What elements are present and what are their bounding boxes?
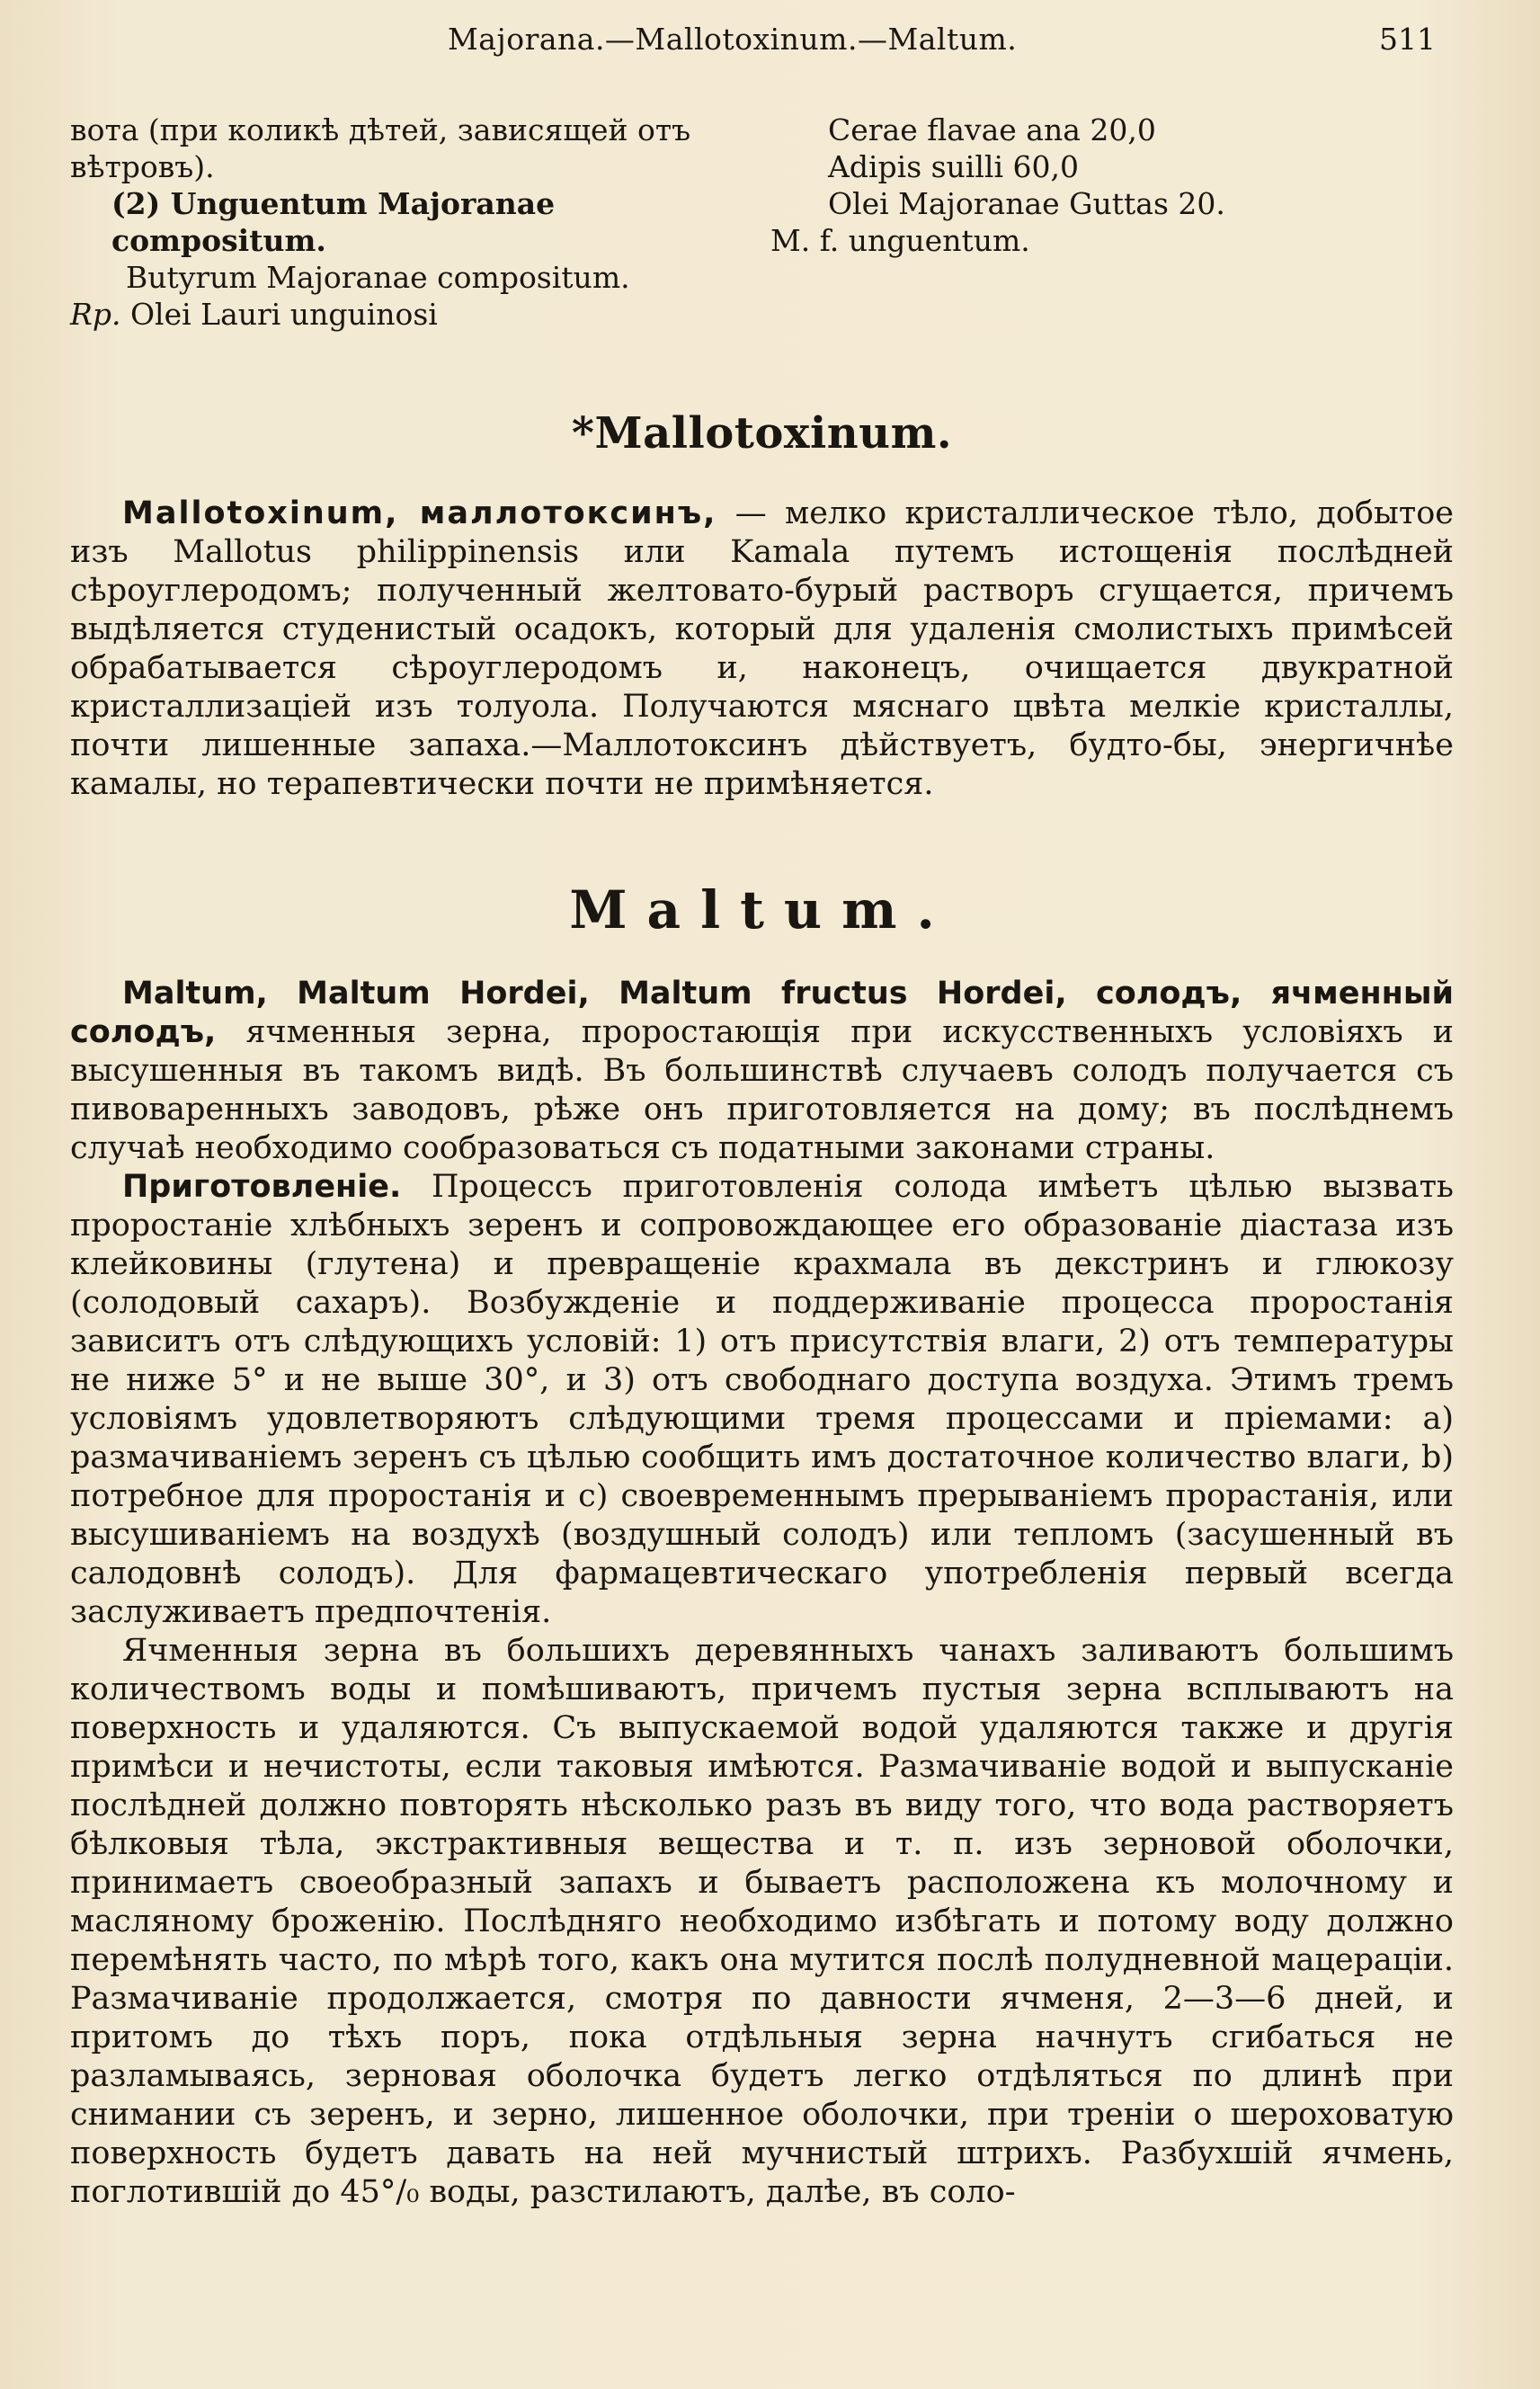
preparation-body: Процессъ приготовленія солода имѣетъ цѣлью вызвать проростаніе хлѣбныхъ зеренъ и сопровождающее его образованіе діастаза изъ клейковины (глутена) и превращеніе крахмала въ декстринъ и глюкозу (солодовый сахаръ). Возбужденіе и поддерживаніе процесса проростанія зависитъ отъ слѣдующихъ условій: 1) отъ присутствія влаги, 2) отъ температуры не ниже 5° и не выше 30°, и 3) отъ свободнаго доступа воздуха. Этимъ тремъ условіямъ удовлетворяютъ слѣдующими тремя процессами и пріемами: a) размачиваніемъ зеренъ съ цѣлью сообщить имъ достаточное количество влаги, b) потребное для проростанія и c) своевременнымъ прерываніемъ прорастанія, или высушиваніемъ на воздухѣ (воздушный солодъ) или тепломъ (засушенный въ салодовнѣ солодъ). Для фармацевтическаго употребленія первый всегда заслуживаетъ предпочтенія. (70, 1169, 1454, 1630)
page-number: 511 (1379, 22, 1436, 57)
top-left-column (70, 111, 753, 333)
formula-right-1: Cerae flavae ana 20,0 (828, 112, 1156, 147)
barley-paragraph: Ячменныя зерна въ большихъ деревянныхъ чанахъ заливаютъ большимъ количествомъ воды и помѣшиваютъ, причемъ пустыя зерна всплываютъ на поверхность и удаляются. Съ выпускаемой водой удаляются также и другія примѣси и нечистоты, если таковыя имѣются. Размачиваніе водой и выпусканіе послѣдней должно повторять нѣсколько разъ въ виду того, что вода растворяетъ бѣлковыя тѣла, экстрактивныя вещества и т. п. изъ зерновой оболочки, принимаетъ своеобразный запахъ и бываетъ расположена къ молочному и масляному броженію. Послѣдняго необходимо избѣгать и потому воду должно перемѣнять часто, по мѣрѣ того, какъ она мутится послѣ полудневной мацераціи. Размачиваніе продолжается, смотря по давности ячменя, 2—3—6 дней, и притомъ до тѣхъ поръ, пока отдѣльныя зерна начнутъ сгибаться не разламываясь, зерновая оболочка будетъ легко отдѣляться по длинѣ при снимании съ зеренъ, и зерно, лишенное оболочки, при треніи о шероховатую поверхность будетъ давать на ней мучнистый штрихъ. Разбухшій ячмень, поглотившій до 45°/₀ воды, разстилаютъ, далѣе, въ соло- (70, 1633, 1454, 2210)
rp-ingredient: Olei Lauri unguinosi (129, 297, 438, 332)
formula-title: (2) Unguentum Majoranae compositum. (111, 186, 556, 258)
formula-right-3: Olei Majoranae Guttas 20. (828, 186, 1225, 221)
continued-line-1: вота (при коликѣ дѣтей, зависящей отъ (70, 112, 691, 147)
maltum-lead: Maltum, Maltum Hordei, Maltum fructus Hordei, солодъ, ячменный солодъ, (70, 976, 1454, 1050)
mallotoxinum-paragraph (70, 495, 1454, 804)
formula-rp-line (70, 296, 753, 333)
preparation-paragraph (70, 1168, 1454, 1632)
top-right-column (770, 111, 1274, 333)
mallotoxinum-lead: Mallotoxinum, маллотоксинъ, (122, 495, 717, 531)
rp-prefix: Rp. (70, 297, 121, 332)
formula-subtitle: Butyrum Majoranae compositum. (126, 260, 630, 295)
continued-line-2: вѣтровъ). (70, 149, 215, 184)
preparation-lead: Приготовленіе. (122, 1169, 402, 1205)
top-continuation (70, 111, 1454, 333)
running-head (70, 22, 1454, 61)
formula-right-4: M. f. unguentum. (770, 223, 1030, 258)
maltum-paragraph (70, 975, 1454, 1168)
section-title-mallotoxinum: *Mallotoxinum. (571, 408, 953, 459)
formula-right-2: Adipis suilli 60,0 (828, 149, 1079, 184)
maltum-body: ячменныя зерна, проростающія при искусственныхъ условіяхъ и высушенныя въ такомъ видѣ. Въ большинствѣ случаевъ солодъ получается съ пивоваренныхъ заводовъ, рѣже онъ приготовляется на дому; въ послѣднемъ случаѣ необходимо сообразоваться съ податными законами страны. (70, 1014, 1454, 1166)
mallotoxinum-body: — мелко кристаллическое тѣло, добытое изъ Mallotus philippinensis или Kamala путемъ истощенія послѣдней сѣроуглеродомъ; полученный желтовато-бурый растворъ сгущается, причемъ выдѣляется студенистый осадокъ, который для удаленія смолистыхъ примѣсей обрабатывается сѣроуглеродомъ и, наконецъ, очищается двукратной кристаллизаціей изъ толуола. Получаются мяснаго цвѣта мелкіе кристаллы, почти лишенные запаха.—Маллотоксинъ дѣйствуетъ, будто-бы, энергичнѣе камалы, но терапевтически почти не примѣняется. (70, 495, 1454, 802)
running-title: Majorana.—Mallotoxinum.—Maltum. (448, 22, 1018, 57)
section-title-maltum: Maltum. (569, 879, 955, 940)
